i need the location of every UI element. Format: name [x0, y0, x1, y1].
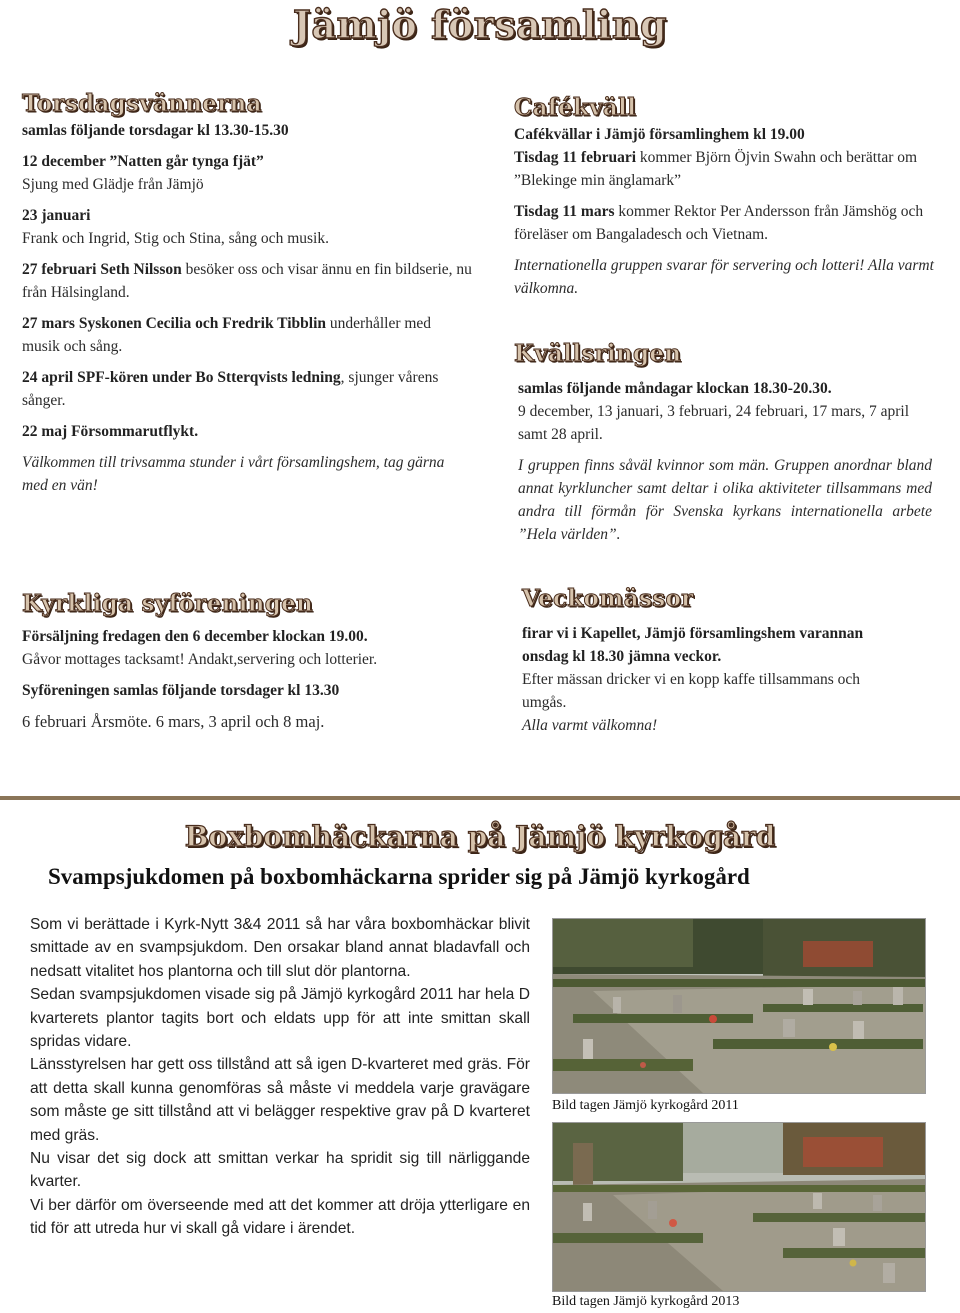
welcome-text: Alla varmt välkomna! [522, 717, 658, 734]
article-subtitle: Svampsjukdomen på boxbomhäckarna sprider sig på Jämjö kyrkogård [48, 864, 750, 889]
event-title: ”Natten går tynga fjät” [105, 153, 264, 170]
event-text: Sjung med Glädje från Jämjö [22, 176, 204, 193]
section-intro: Cafékvällar i Jämjö församlinghem kl 19.00 [514, 126, 805, 143]
section-kvallsringen [514, 340, 932, 546]
event-date: 27 mars Syskonen Cecilia och Fredrik Tibblin [22, 315, 327, 332]
sale-text: Gåvor mottages tacksamt! Andakt,servering och lotterier. [22, 651, 378, 668]
masthead-title: Jämjö församling [292, 2, 668, 47]
article-paragraph: Vi ber därför om överseende med att det kommer att dröja ytterligare en tid för att utreda hur vi skall gå vidare i ärendet. [30, 1196, 530, 1238]
article-title: Boxbomhäckarna på Jämjö kyrkogård [184, 820, 776, 853]
section-syforeningen [22, 590, 472, 733]
section-divider [0, 796, 960, 800]
meet-heading: Syföreningen samlas följande torsdager kl 13.30 [22, 682, 340, 699]
section-intro: samlas följande måndagar klockan 18.30-20.30. [518, 380, 832, 397]
section-title: Cafékväll [514, 94, 637, 121]
cemetery-photo-2013 [552, 1122, 926, 1292]
photo-caption: Bild tagen Jämjö kyrkogård 2013 [552, 1294, 740, 1309]
event-date: Tisdag 11 februari [514, 149, 637, 166]
section-title: Torsdagsvännerna [22, 90, 262, 117]
section-title: Kvällsringen [514, 340, 682, 367]
photo-caption: Bild tagen Jämjö kyrkogård 2011 [552, 1098, 739, 1113]
note-text: Internationella gruppen svarar för servering och lotteri! Alla varmt välkomna. [514, 257, 934, 297]
section-title: Kyrkliga syföreningen [22, 590, 314, 617]
section-intro: firar vi i Kapellet, Jämjö församlingshem varannan onsdag kl 18.30 jämna veckor. [522, 625, 864, 665]
welcome-text: Välkommen till trivsamma stunder i vårt församlingshem, tag gärna med en vän! [22, 454, 445, 494]
article-paragraph: Som vi berättade i Kyrk-Nytt 3&4 2011 så har våra boxbomhäckar blivit smittade av en svampsjukdom. Den orsakar bland annat bladavfall och nedsatt vitalitet hos plantorna och till slut dör plantorna. [30, 916, 530, 980]
section-intro: samlas följande torsdagar kl 13.30-15.30 [22, 122, 289, 139]
event-date: Tisdag 11 mars [514, 203, 615, 220]
event-date: 12 december [22, 153, 106, 170]
article-body [30, 913, 530, 1241]
section-title: Veckomässor [522, 585, 694, 612]
article-paragraph: Nu visar det sig dock att smittan verkar ha spridit sig till närliggande kvarter. [30, 1150, 530, 1191]
event-text: kommer Rektor Per Andersson från Jämshög och föreläser om Bangaladesch och Vietnam. [514, 203, 924, 243]
section-cafekvall [514, 94, 934, 300]
event-text: kommer Björn Öjvin Swahn och berättar om ”Blekinge min änglamark” [514, 149, 918, 189]
event-text: , sjunger vårens sånger. [22, 369, 439, 409]
event-text: Frank och Ingrid, Stig och Stina, sång och musik. [22, 230, 329, 247]
cemetery-photo-2011 [552, 918, 926, 1094]
event-date: 27 februari Seth Nilsson [22, 261, 182, 278]
note-text: I gruppen finns såväl kvinnor som män. Gruppen anordnar bland annat kyrkluncher samt deltar i olika aktiviteter tillsammans med andra till förmån för Svenska kyrkans internationella arbete ”Hela världen”. [518, 457, 932, 543]
meet-dates: 6 februari Årsmöte. 6 mars, 3 april och 8 maj. [22, 712, 325, 731]
section-veckomassor [522, 585, 902, 737]
section-torsdagsvannerna [22, 90, 472, 497]
article-paragraph: Länsstyrelsen har gett oss tillstånd att så igen D-kvarteret med gräs. För att detta skall kunna genomföras så måste vi meddela varje gravägare som måste ge sitt tillstånd att vi belägger respektive grav på D kvarteret med gräs. [30, 1056, 530, 1144]
event-date: 24 april SPF-kören under Bo Stterqvists ledning [22, 369, 341, 386]
event-date: 22 maj Försommarutflykt. [22, 423, 199, 440]
event-text: underhåller med musik och sång. [22, 315, 432, 355]
body-text: Efter mässan dricker vi en kopp kaffe tillsammans och umgås. [522, 671, 861, 711]
event-text: besöker oss och visar ännu en fin bildserie, nu från Hälsingland. [22, 261, 472, 301]
meet-dates: 9 december, 13 januari, 3 februari, 24 februari, 17 mars, 7 april samt 28 april. [518, 403, 910, 443]
event-date: 23 januari [22, 207, 91, 224]
sale-heading: Försäljning fredagen den 6 december klockan 19.00. [22, 628, 368, 645]
article-paragraph: Sedan svampsjukdomen visade sig på Jämjö kyrkogård 2011 har hela D kvarterets plantor tagits bort och eldats upp för att inte smittan skall spridas vidare. [30, 986, 530, 1051]
